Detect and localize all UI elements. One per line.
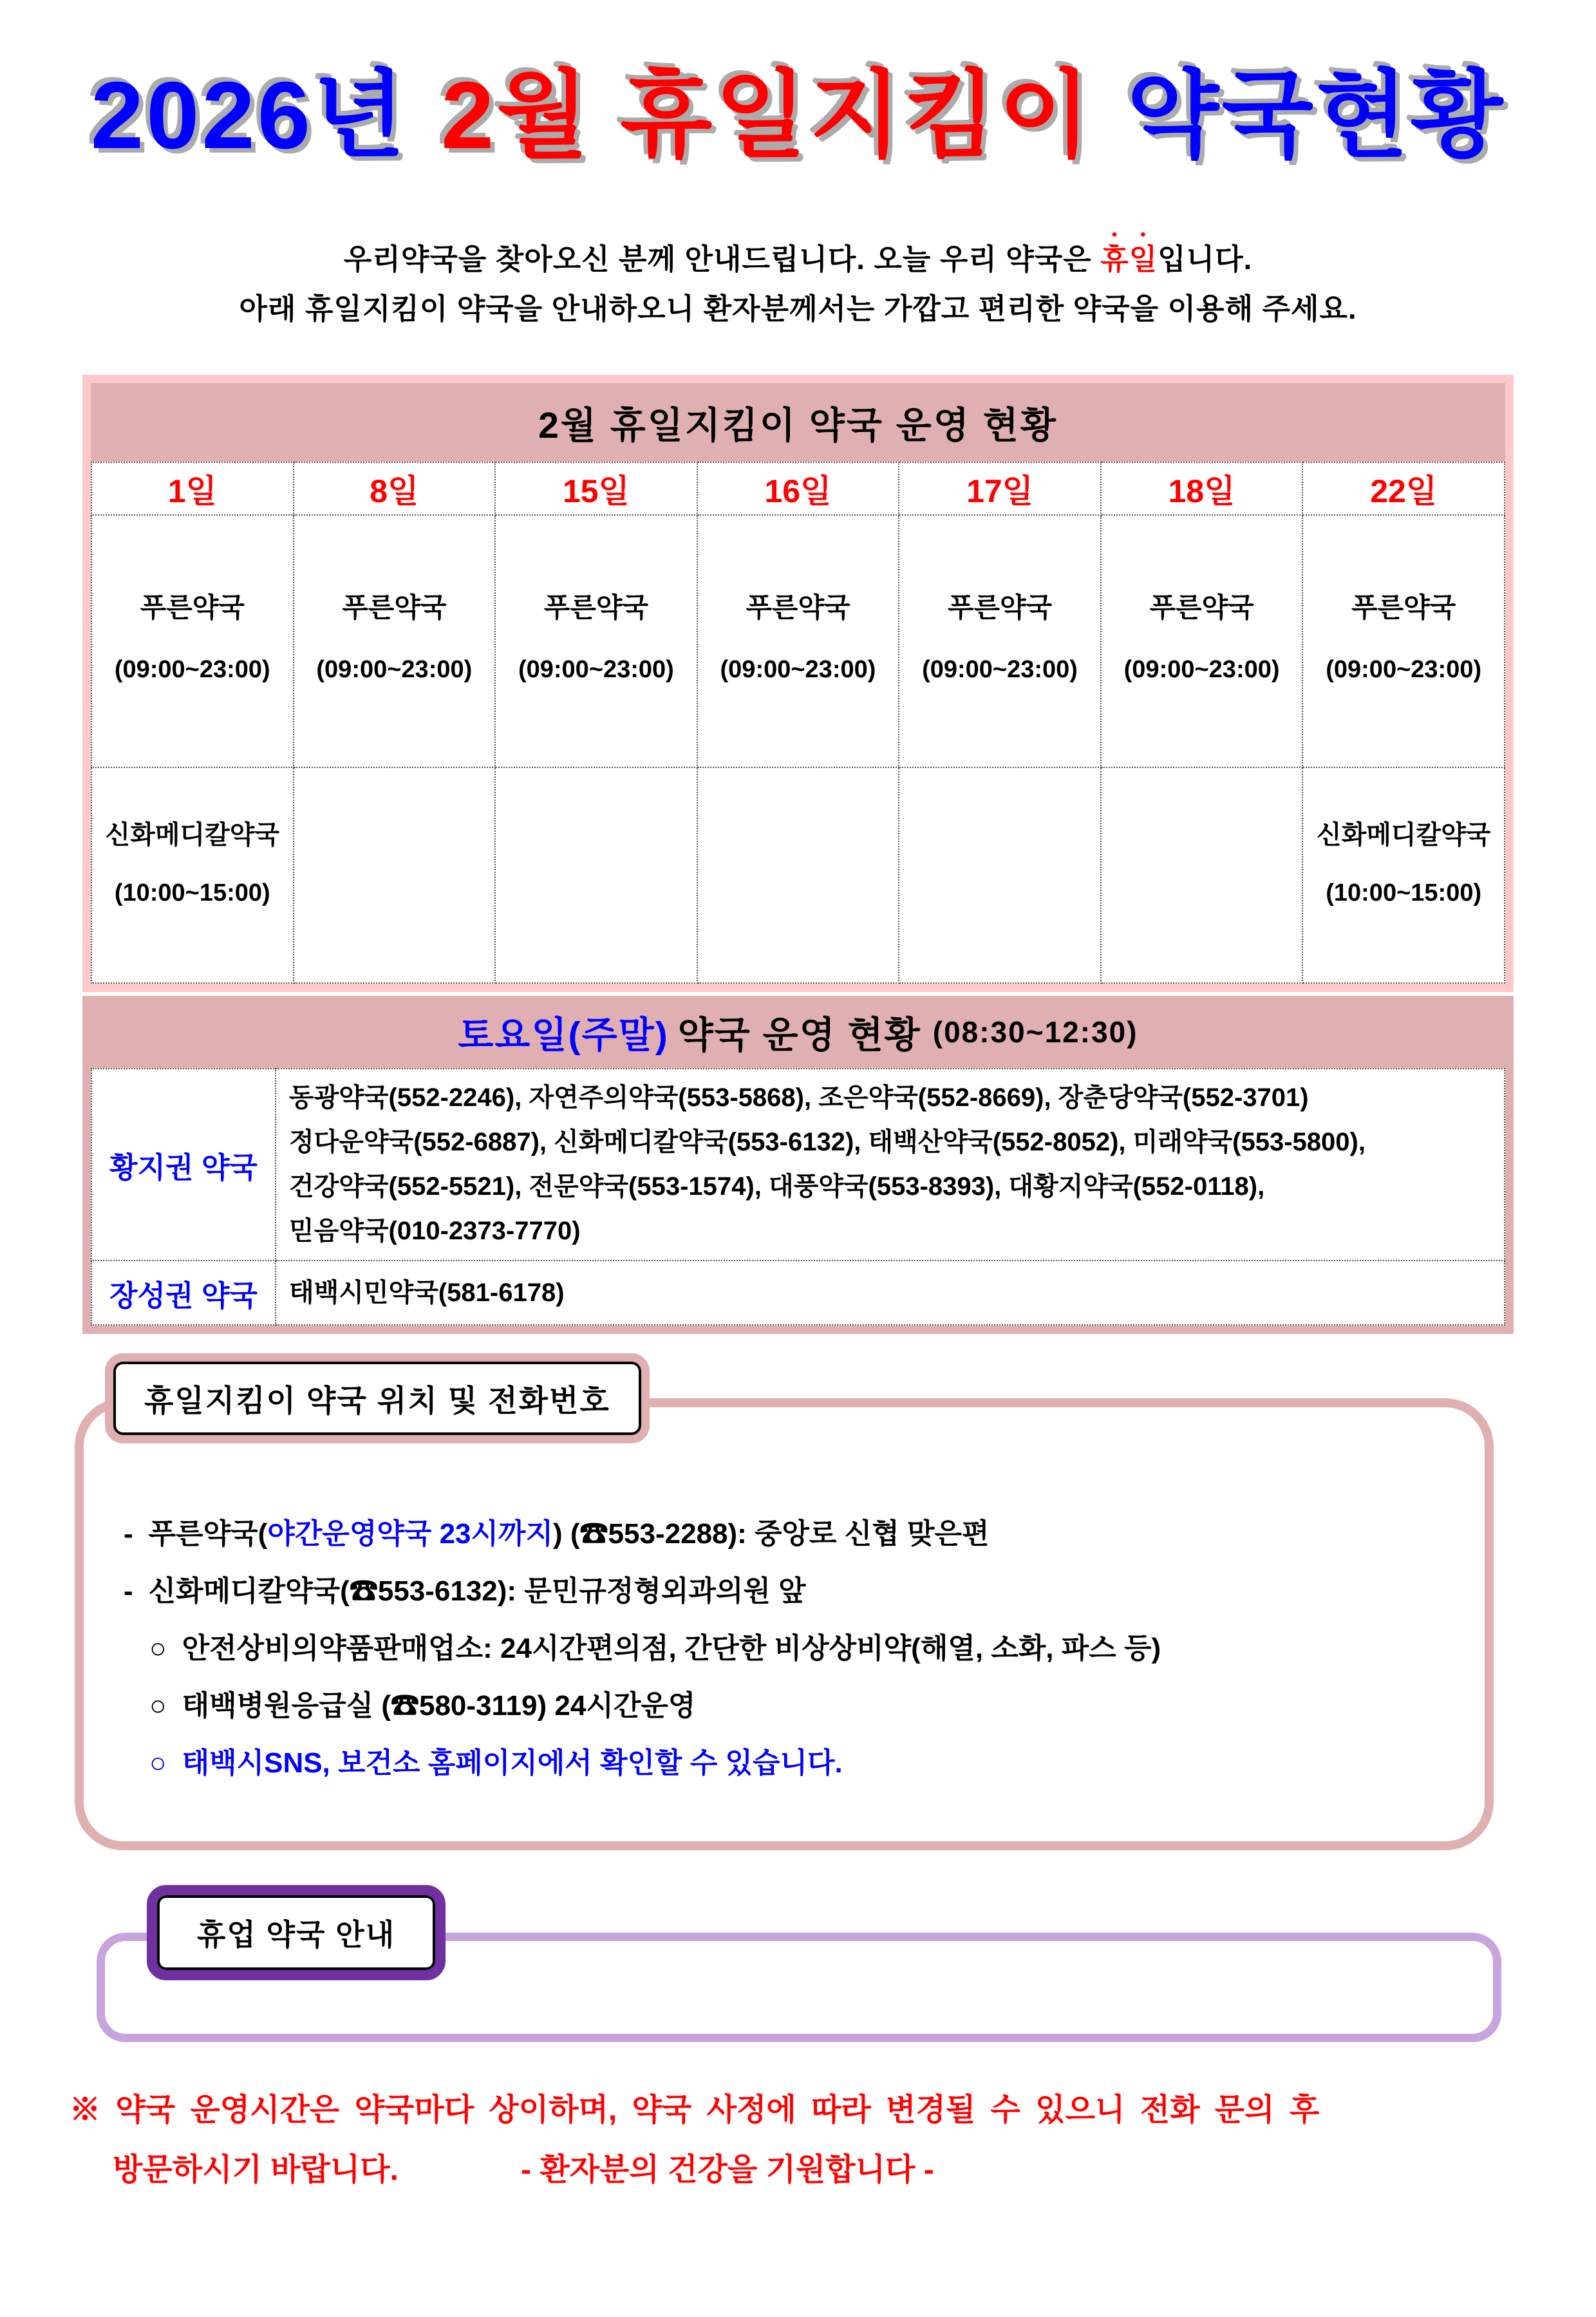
footer-note	[70, 2080, 1596, 2200]
holiday-table-section	[82, 375, 1514, 992]
saturday-header-black: 약국 운영 현황	[677, 1015, 921, 1056]
district-pharmacies	[276, 1261, 1505, 1325]
footer-line2-right: - 환자분의 건강을 기원합니다 -	[521, 2153, 934, 2188]
pharmacy-name: 푸른약국	[140, 592, 245, 623]
location-section-label: 휴일지킴이 약국 위치 및 전화번호	[105, 1353, 650, 1443]
footer-line2-left: 방문하시기 바랍니다.	[113, 2153, 399, 2188]
circle-bullet: ○	[149, 1690, 167, 1722]
saturday-table	[91, 1068, 1505, 1326]
circle-bullet: ○	[149, 1747, 167, 1779]
pharmacy-name: 신화메디칼약국	[1316, 821, 1491, 850]
intro-text	[0, 226, 1596, 333]
location-item-1-post: ) (☎553-2288): 중앙로 신협 맞은편	[553, 1518, 990, 1550]
day-cell: 1일	[91, 462, 294, 515]
pharmacy-list-line: 건강약국(552-5521), 전문약국(553-1574), 대풍약국(553-8393), 대황지약국(552-0118),	[289, 1172, 1265, 1201]
intro-line2: 아래 휴일지킴이 약국을 안내하오니 환자분께서는 가깝고 편리한 약국을 이용해 주세요.	[239, 292, 1357, 326]
location-item-3-text: 안전상비의약품판매업소: 24시간편의점, 간단한 비상상비약(해열, 소화, 파스 등)	[182, 1633, 1161, 1665]
location-item-4-text: 태백병원응급실 (☎580-3119) 24시간운영	[182, 1690, 696, 1722]
dash-bullet: -	[124, 1518, 133, 1550]
footer-line2	[113, 2140, 1596, 2200]
location-item-1	[124, 1505, 1459, 1562]
pharmacy-list-line: 믿음약국(010-2373-7770)	[289, 1217, 581, 1246]
title-month: 2월 휴일지킴이	[441, 62, 1094, 169]
pharmacy-cell	[1302, 767, 1505, 983]
page-title	[0, 61, 1596, 171]
pharmacy-hours: (09:00~23:00)	[518, 656, 674, 684]
pharmacy-cell-empty	[899, 767, 1101, 983]
day-cell: 18일	[1101, 462, 1303, 515]
district-pharmacies	[276, 1069, 1505, 1261]
pharmacy-hours: (09:00~23:00)	[720, 656, 876, 684]
location-item-1-pre: 푸른약국(	[148, 1518, 268, 1550]
day-header-row	[91, 462, 1505, 515]
title-suffix: 약국현황	[1127, 62, 1506, 169]
holiday-highlight: 휴일	[1100, 243, 1158, 276]
day-cell: 15일	[495, 462, 697, 515]
pharmacy-cell	[1302, 515, 1505, 767]
saturday-row-hwangji	[91, 1069, 1505, 1261]
pharmacy-hours: (09:00~23:00)	[1123, 656, 1280, 684]
pharmacy-cell	[294, 515, 496, 767]
day-cell: 16일	[697, 462, 899, 515]
pharmacy-row-1	[91, 515, 1505, 767]
location-section-body	[75, 1398, 1494, 1850]
footer-line1: ※ 약국 운영시간은 약국마다 상이하며, 약국 사정에 따라 변경될 수 있으니 전화 문의 후	[70, 2093, 1320, 2128]
pharmacy-hours: (09:00~23:00)	[1326, 656, 1482, 684]
pharmacy-list-line: 동광약국(552-2246), 자연주의약국(553-5868), 조은약국(552-8669), 장춘당약국(552-3701)	[289, 1083, 1309, 1112]
intro-line1	[0, 226, 1596, 284]
pharmacy-cell-empty	[294, 767, 496, 983]
location-item-5-text: 태백시SNS, 보건소 홈페이지에서 확인할 수 있습니다.	[182, 1747, 843, 1779]
pharmacy-hours: (10:00~15:00)	[114, 879, 270, 907]
location-section	[0, 1353, 1596, 1854]
pharmacy-cell	[697, 515, 899, 767]
pharmacy-name: 푸른약국	[947, 592, 1053, 623]
night-hours-highlight: 야간운영약국 23시까지	[267, 1518, 554, 1550]
pharmacy-list-line: 태백시민약국(581-6178)	[289, 1278, 565, 1307]
day-cell: 8일	[294, 462, 496, 515]
pharmacy-cell-empty	[697, 767, 899, 983]
district-label: 장성권 약국	[91, 1261, 276, 1325]
pharmacy-hours: (09:00~23:00)	[922, 656, 1078, 684]
pharmacy-notice-page	[0, 61, 1596, 2317]
pharmacy-hours: (09:00~23:00)	[316, 656, 473, 684]
pharmacy-cell	[1101, 515, 1303, 767]
circle-bullet: ○	[149, 1633, 167, 1665]
holiday-table	[91, 462, 1505, 984]
saturday-table-section	[82, 996, 1514, 1334]
title-year: 2026년	[90, 62, 408, 169]
closed-section	[0, 1885, 1596, 2045]
intro-line1-post: 입니다.	[1158, 243, 1253, 276]
day-cell: 22일	[1302, 462, 1505, 515]
location-item-3	[124, 1620, 1459, 1677]
pharmacy-cell-empty	[495, 767, 697, 983]
day-cell: 17일	[899, 462, 1101, 515]
pharmacy-hours: (10:00~15:00)	[1326, 879, 1482, 907]
pharmacy-cell	[91, 767, 294, 983]
location-item-2-text: 신화메디칼약국(☎553-6132): 문민규정형외과의원 앞	[148, 1575, 806, 1608]
pharmacy-cell	[91, 515, 294, 767]
pharmacy-cell	[495, 515, 697, 767]
pharmacy-cell	[899, 515, 1101, 767]
saturday-header-blue: 토요일(주말)	[458, 1015, 669, 1056]
pharmacy-name: 푸른약국	[746, 592, 850, 623]
pharmacy-row-2	[91, 767, 1505, 983]
location-item-5	[124, 1734, 1459, 1792]
intro-line1-pre: 우리약국을 찾아오신 분께 안내드립니다. 오늘 우리 약국은	[343, 243, 1101, 276]
district-label: 황지권 약국	[91, 1069, 276, 1261]
saturday-header	[91, 996, 1505, 1068]
saturday-header-time: (08:30~12:30)	[932, 1015, 1138, 1049]
pharmacy-cell-empty	[1101, 767, 1303, 983]
pharmacy-name: 푸른약국	[1149, 592, 1254, 623]
holiday-table-header: 2월 휴일지킴이 약국 운영 현황	[91, 383, 1505, 462]
location-item-4	[124, 1677, 1459, 1734]
location-item-2	[124, 1562, 1459, 1620]
pharmacy-name: 푸른약국	[543, 592, 649, 623]
dash-bullet: -	[124, 1575, 133, 1608]
pharmacy-name: 신화메디칼약국	[105, 821, 280, 850]
pharmacy-hours: (09:00~23:00)	[114, 656, 270, 684]
pharmacy-name: 푸른약국	[1351, 592, 1456, 623]
pharmacy-list-line: 정다운약국(552-6887), 신화메디칼약국(553-6132), 태백산약국(552-8052), 미래약국(553-5800),	[289, 1128, 1366, 1157]
saturday-row-jangseong	[91, 1261, 1505, 1325]
pharmacy-name: 푸른약국	[342, 592, 447, 623]
closed-section-label: 휴업 약국 안내	[147, 1885, 446, 1980]
